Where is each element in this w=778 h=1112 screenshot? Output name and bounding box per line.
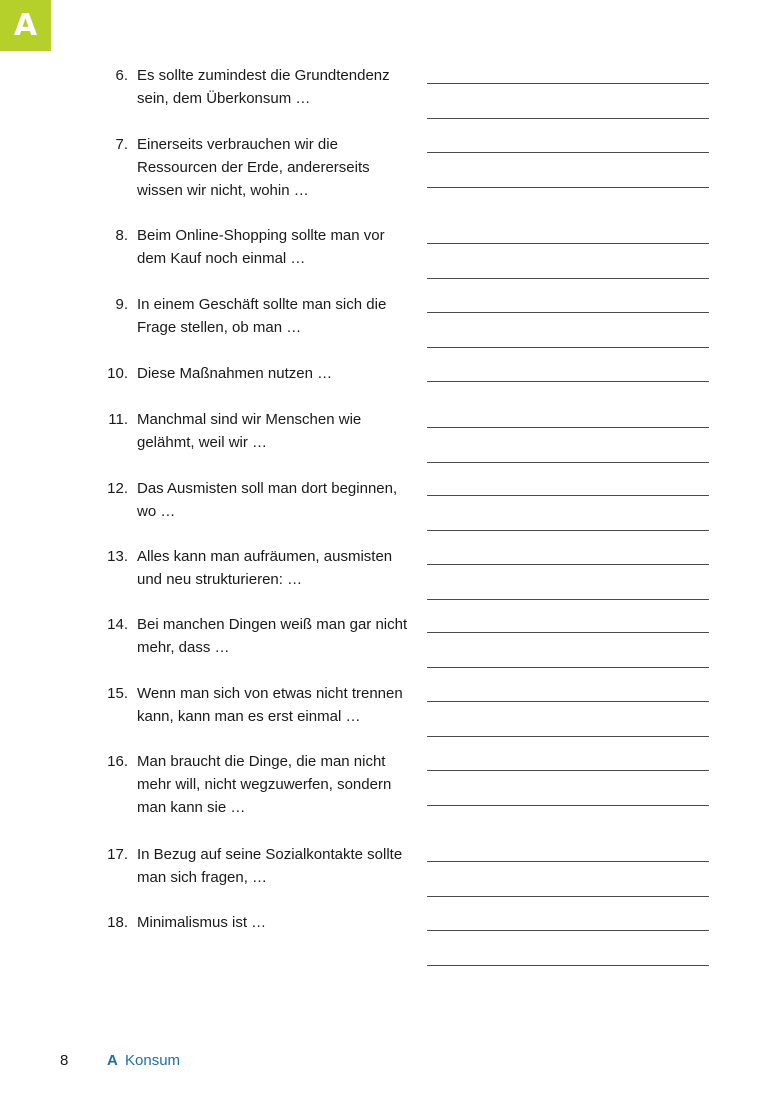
item-prompt xyxy=(137,64,422,110)
answer-line[interactable] xyxy=(427,530,709,531)
item-prompt-line: wo … xyxy=(137,503,176,520)
item-prompt xyxy=(137,750,422,819)
item-prompt-line: mehr, dass … xyxy=(137,639,230,656)
item-number: 15. xyxy=(107,685,128,702)
item-number: 9. xyxy=(115,296,128,313)
page-number: 8 xyxy=(60,1052,69,1069)
answer-line[interactable] xyxy=(427,243,709,244)
item-prompt-line: Frage stellen, ob man … xyxy=(137,319,302,336)
answer-line[interactable] xyxy=(427,896,709,897)
answer-line[interactable] xyxy=(427,347,709,348)
item-number: 10. xyxy=(107,365,128,382)
page-footer xyxy=(0,1052,778,1072)
answer-line[interactable] xyxy=(427,312,709,313)
item-prompt-line: Alles kann man aufräumen, ausmisten xyxy=(137,548,393,565)
footer-section-title: Konsum xyxy=(125,1052,181,1069)
item-prompt-line: Das Ausmisten soll man dort beginnen, xyxy=(137,480,398,497)
item-prompt-line: Einerseits verbrauchen wir die xyxy=(137,136,338,153)
answer-line[interactable] xyxy=(427,965,709,966)
item-prompt-line: In einem Geschäft sollte man sich die xyxy=(137,296,387,313)
item-prompt-line: wissen wir nicht, wohin … xyxy=(137,182,309,199)
section-tab xyxy=(0,0,51,51)
item-prompt-line: man sich fragen, … xyxy=(137,869,268,886)
item-number: 17. xyxy=(107,846,128,863)
item-prompt-line: und neu strukturieren: … xyxy=(137,571,303,588)
item-prompt xyxy=(137,293,422,339)
item-prompt-line: Minimalismus ist … xyxy=(137,914,267,931)
answer-line[interactable] xyxy=(427,736,709,737)
item-prompt-line: kann, kann man es erst einmal … xyxy=(137,708,361,725)
item-prompt-line: Beim Online-Shopping sollte man vor xyxy=(137,227,385,244)
item-prompt-line: Wenn man sich von etwas nicht trennen xyxy=(137,685,403,702)
item-number: 18. xyxy=(107,914,128,931)
item-number: 7. xyxy=(115,136,128,153)
answer-line[interactable] xyxy=(427,701,709,702)
item-prompt-line: Es sollte zumindest die Grundtendenz xyxy=(137,67,390,84)
item-number: 6. xyxy=(115,67,128,84)
answer-line[interactable] xyxy=(427,564,709,565)
item-prompt-line: In Bezug auf seine Sozialkontakte sollte xyxy=(137,846,403,863)
answer-line[interactable] xyxy=(427,462,709,463)
item-prompt xyxy=(137,613,422,659)
item-prompt xyxy=(137,911,422,934)
answer-line[interactable] xyxy=(427,599,709,600)
answer-line[interactable] xyxy=(427,118,709,119)
answer-line[interactable] xyxy=(427,152,709,153)
item-prompt-line: man kann sie … xyxy=(137,799,246,816)
item-prompt xyxy=(137,133,422,202)
answer-line[interactable] xyxy=(427,667,709,668)
item-prompt xyxy=(137,224,422,270)
section-tab-letter: A xyxy=(13,8,38,43)
item-prompt xyxy=(137,545,422,591)
item-number: 8. xyxy=(115,227,128,244)
answer-line[interactable] xyxy=(427,427,709,428)
answer-line[interactable] xyxy=(427,83,709,84)
item-prompt-line: Manchmal sind wir Menschen wie xyxy=(137,411,362,428)
item-number: 14. xyxy=(107,616,128,633)
answer-line[interactable] xyxy=(427,805,709,806)
answer-line[interactable] xyxy=(427,861,709,862)
item-prompt xyxy=(137,843,422,889)
item-prompt-line: Diese Maßnahmen nutzen … xyxy=(137,365,333,382)
item-prompt-line: mehr will, nicht wegzuwerfen, sondern xyxy=(137,776,392,793)
answer-line[interactable] xyxy=(427,187,709,188)
answer-line[interactable] xyxy=(427,381,709,382)
answer-line[interactable] xyxy=(427,632,709,633)
item-prompt-line: dem Kauf noch einmal … xyxy=(137,250,306,267)
item-prompt-line: gelähmt, weil wir … xyxy=(137,434,268,451)
item-prompt xyxy=(137,362,422,385)
item-number: 13. xyxy=(107,548,128,565)
item-prompt-line: Bei manchen Dingen weiß man gar nicht xyxy=(137,616,408,633)
answer-line[interactable] xyxy=(427,278,709,279)
item-prompt xyxy=(137,477,422,523)
item-prompt-line: Ressourcen der Erde, andererseits xyxy=(137,159,370,176)
answer-line[interactable] xyxy=(427,495,709,496)
item-number: 11. xyxy=(108,411,128,428)
item-number: 12. xyxy=(107,480,128,497)
item-prompt xyxy=(137,682,422,728)
footer-section-letter: A xyxy=(107,1052,118,1069)
item-prompt-line: Man braucht die Dinge, die man nicht xyxy=(137,753,386,770)
item-number: 16. xyxy=(107,753,128,770)
item-prompt-line: sein, dem Überkonsum … xyxy=(137,90,311,107)
answer-line[interactable] xyxy=(427,770,709,771)
answer-line[interactable] xyxy=(427,930,709,931)
item-prompt xyxy=(137,408,422,454)
